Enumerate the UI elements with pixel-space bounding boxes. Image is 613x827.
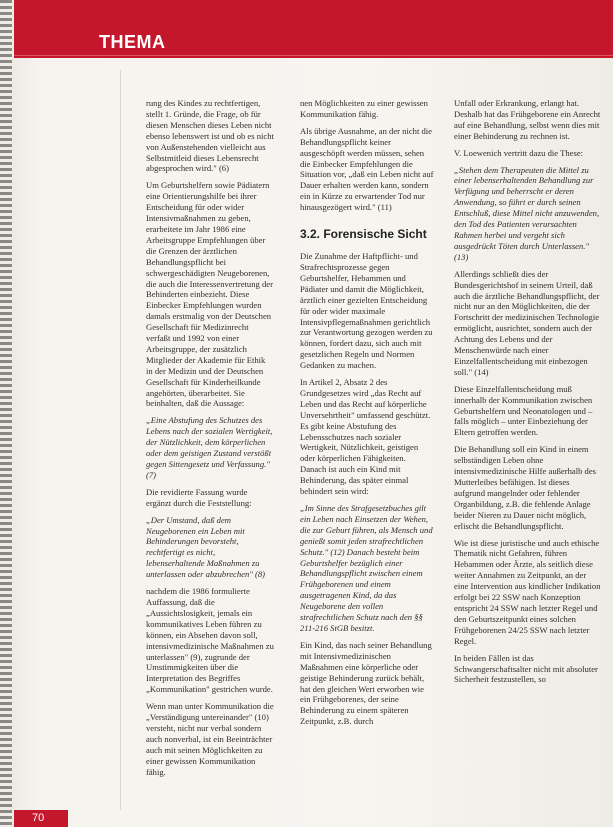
page-number-band bbox=[14, 810, 68, 827]
section-header-band bbox=[14, 0, 613, 58]
page-number: 70 bbox=[32, 812, 45, 824]
paragraph: In beiden Fällen ist das Schwangerschaftsalter nicht mit absoluter Sicherheit festzustellen, so bbox=[454, 652, 598, 685]
text-column-2 bbox=[300, 98, 434, 733]
quotation: „Stehen dem Therapeuten die Mittel zu einer lebenserhaltenden Behandlung zur Verfügung und beherrscht er deren Anwendung, so führt er durch seinen Entschluß, diese Mittel nicht anzuwenden, den Tod des Patienten verursachten Rahmen herbei und vergeht sich ausgedrückt Töten durch Unterlassen." (13) bbox=[454, 164, 600, 262]
paragraph: Diese Einzelfallentscheidung muß innerhalb der Kommunikation zwischen Geburtshelfern und Neonatologen und – falls möglich – unter Einbeziehung der Eltern getroffen werden. bbox=[454, 383, 593, 438]
paragraph: nen Möglichkeiten zu einer gewissen Kommunikation fähig. bbox=[300, 98, 428, 119]
text-column-3 bbox=[454, 98, 602, 691]
quotation: „Der Umstand, daß dem Neugeborenen ein Leben mit Behinderungen bevorsteht, rechtfertigt es nicht, lebenserhaltende Maßnahmen zu unterlassen oder abzubrechen" (8) bbox=[146, 514, 266, 580]
section-heading: 3.2. Forensische Sicht bbox=[300, 227, 427, 242]
text-column-1 bbox=[146, 98, 274, 783]
paragraph: Wenn man unter Kommunikation die „Verständigung untereinander" (10) versteht, nicht nur verbal sondern auch nonverbal, ist ein Beeinträchter auch mit seinen Möglichkeiten zu einer gewissen Kommunikation fähig. bbox=[146, 701, 274, 777]
header-rule bbox=[14, 55, 613, 56]
paragraph: Unfall oder Erkrankung, erlangt hat. Deshalb hat das Frühgeborene ein Anrecht auf eine Behandlung, selbst wenn dies mit einer Behinderung zu rechnen ist. bbox=[454, 98, 601, 141]
paragraph: Wie ist diese juristische und auch ethische Thematik nicht Gefahren, führen Hebammen oder Ärzte, als seitlich diese weiter Annahmen zu Zeitpunkt, an der eine Intervention aus kindlicher Indikation erfolgt bei 22 SSW nach Konzeption entspricht 24 SSW nach letzter Regel und den Geburtszeitpunkt eines solchen Frühgeborenen 24/25 SSW nach letzter Regel. bbox=[454, 537, 601, 646]
section-label: THEMA bbox=[99, 32, 166, 52]
paragraph: Die Zunahme der Haftpflicht- und Strafrechtsprozesse gegen Geburtshelfer, Hebammen und Pädiater und damit die Möglichkeit, ärztlich einer gezielten Entscheidung für oder wider maximale Intensivpflegemaßnahmen gerichtlich zur Verantwortung gezogen werden zu können, fordert dazu, sich auch mit gesetzlichen Regeln und Normen Gedanken zu machen. bbox=[300, 251, 433, 371]
page-binding-edge bbox=[0, 0, 12, 827]
paragraph: Als übrige Ausnahme, an der nicht die Behandlungspflicht keiner ausgeschöpft werden müssen, sehen die Einbecker Empfehlungen die Situation vor, „daß ein Leben nicht auf Dauer erhalten werden kann, sondern ein in Kürze zu erwartender Tod nur hinausgezögert wird." (11) bbox=[300, 125, 434, 213]
paragraph: Allerdings schließt dies der Bundesgerichtshof in seinem Urteil, daß auch die ärztliche Behandlungspflicht, der nicht nur an den Möglichkeiten, die der Fortschritt der medizinischen Technologie ermöglicht, ausrichtet, sondern auch der Achtung des Lebens und der Menschenwürde nach einer Einzelfallentscheidung mit einbezogen soll." (14) bbox=[454, 268, 600, 377]
paragraph: nachdem die 1986 formulierte Auffassung, daß die „Aussichtslosigkeit, jemals ein kommunikatives Leben führen zu können, ein Absehen davon soll, intensivmedizinische Maßnahmen zu unterlassen" (9), zugrunde der Umstimmigkeiten über die Interpretation des Begriffes „Kommunikation" gestrichen wurde. bbox=[146, 586, 274, 695]
paragraph: V. Loewenich vertritt dazu die These: bbox=[454, 147, 584, 158]
paragraph: Um Geburtshelfern sowie Pädiatern eine Orientierungshilfe bei ihrer Entscheidung für oder wider Intensivmaßnahmen zu geben, erarbeitete im Jahr 1986 eine Arbeitsgruppe Empfehlungen über die Grenzen der ärztlichen Behandlungspflicht bei schwergeschädigten Neugeborenen, die auch die Interessenvertretung der Behinderten einbezieht. Diese Einbecker Empfehlungen wurden damals erstmalig von der Deutschen Gesellschaft für Medizinrecht verfaßt und 1992 von einer Arbeitsgruppe, der zusätzlich Mitglieder der Akademie für Ethik in der Medizin und der Deutschen Gesellschaft für Kinderheilkunde angehörten, überarbeitet. Sie beinhalten, daß die Aussage: bbox=[146, 180, 273, 409]
quotation: „Im Sinne des Strafgesetzbuches gilt ein Leben nach Einsetzen der Wehen, die zur Geburt führen, als Mensch und genießt somit jeden strafrechtlichen Schutz." (12) Danach besteht beim Geburtshelfer bezüglich einer Behandlungspflicht zwischen einem Frühgeborenen und einem ausgetragenen Kind, da das Neugeborene den vollen strafrechtlichen Schutz nach den §§ 211-216 StGB besitzt. bbox=[300, 503, 433, 633]
paragraph: rung des Kindes zu rechtfertigen, stellt 1. Gründe, die Frage, ob für diesen Menschen dieses Leben nicht ebenso lebenswert ist und ob es nicht von Außenstehenden vielleicht aus Selbstmitleid dieses Lebensrecht abgesprochen wird." (6) bbox=[146, 98, 274, 174]
margin-rule bbox=[120, 70, 121, 810]
quotation: „Eine Abstufung des Schutzes des Lebens nach der sozialen Wertigkeit, der Nützlichkeit, dem körperlichen oder dem geistigen Zustand verstößt gegen Sittengesetz und Verfassung." (7) bbox=[146, 415, 273, 480]
paragraph: Die Behandlung soll ein Kind in einem selbständigen Leben ohne intensivmedizinische Hilfe außerhalb des Mutterleibes befähigen. Ist dieses aufgrund mangelnder oder fehlender Organbildung, z.B. die fehlende Anlage beider Nieren zu Dauer nicht möglich, erlischt die Behandlungspflicht. bbox=[454, 444, 596, 531]
paragraph: Die revidierte Fassung wurde ergänzt durch die Feststellung: bbox=[146, 486, 252, 508]
paragraph: Ein Kind, das nach seiner Behandlung mit Intensivmedizinischen Maßnahmen eine körperliche oder geistige Behinderung zurück behält, hat den gleichen Wert erworben wie ein Frühgeborenes, der seine Behinderung zu einem späteren Zeitpunkt, z.B. durch bbox=[300, 639, 432, 727]
paragraph: In Artikel 2, Absatz 2 des Grundgesetzes wird „das Recht auf Leben und das Recht auf körperliche Unversehrtheit" umfassend geschützt. Es gibt keine Abstufung des Lebensschutzes nach sozialer Wertigkeit, Nützlichkeit, geistigen oder körperlichen Fähigkeiten. Danach ist auch ein Kind mit Behinderung, das später einmal behindert sein wird: bbox=[300, 377, 431, 497]
